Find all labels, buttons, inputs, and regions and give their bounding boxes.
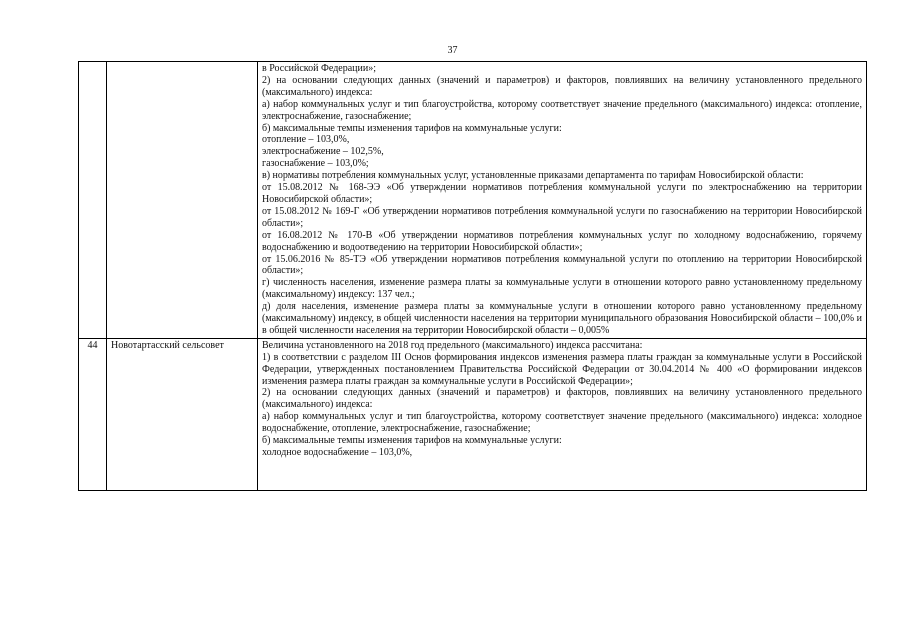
paragraph: г) численность населения, изменение размера платы за коммунальные услуги в отношении которого равно установленному предельному (максимальному) индексу: 137 чел.; bbox=[262, 277, 862, 301]
paragraph: а) набор коммунальных услуг и тип благоустройства, которому соответствует значение предельного (максимального) индекса: отопление, электроснабжение, газоснабжение; bbox=[262, 98, 862, 122]
paragraph: от 16.08.2012 № 170-В «Об утверждении нормативов потребления коммунальных услуг по холодному водоснабжению, горячему водоснабжению и водоотведению на территории Новосибирской области»; bbox=[262, 229, 862, 253]
paragraph: отопление – 103,0%, bbox=[262, 134, 350, 146]
paragraph: от 15.06.2016 № 85-ТЭ «Об утверждении нормативов потребления коммунальной услуги по отоплению на территории Новосибирской области»; bbox=[262, 253, 862, 277]
paragraph: холодное водоснабжение – 103,0%, bbox=[262, 447, 413, 458]
table-row bbox=[79, 338, 867, 490]
index-description-cell bbox=[258, 62, 867, 339]
row-number-cell: 44 bbox=[79, 338, 107, 490]
index-description-cell bbox=[258, 338, 867, 490]
paragraph: 2) на основании следующих данных (значений и параметров) и факторов, повлиявших на величину установленного предельного (максимального) индекса: bbox=[262, 387, 862, 411]
municipality-name-cell bbox=[107, 62, 258, 339]
paragraph: Величина установленного на 2018 год предельного (максимального) индекса рассчитана: bbox=[262, 339, 643, 351]
paragraph: 2) на основании следующих данных (значений и параметров) и факторов, повлиявших на величину установленного предельного (максимального) индекса: bbox=[262, 74, 862, 98]
paragraph: газоснабжение – 103,0%; bbox=[262, 158, 369, 170]
paragraph: а) набор коммунальных услуг и тип благоустройства, которому соответствует значение предельного (максимального) индекса: холодное водоснабжение, отопление, электроснабжение, газоснабжение; bbox=[262, 411, 862, 435]
table-row bbox=[79, 62, 867, 339]
row-number-cell bbox=[79, 62, 107, 339]
paragraph: от 15.08.2012 № 169-Г «Об утверждении нормативов потребления коммунальной услуги по газоснабжению на территории Новосибирской области»; bbox=[262, 205, 862, 229]
paragraph: электроснабжение – 102,5%, bbox=[262, 146, 384, 158]
document-table bbox=[78, 61, 867, 491]
paragraph: в) нормативы потребления коммунальных услуг, установленные приказами департамента по тарифам Новосибирской области: bbox=[262, 170, 804, 182]
paragraph: от 15.08.2012 № 168-ЭЭ «Об утверждении нормативов потребления коммунальной услуги по электроснабжению на территории Новосибирской области»; bbox=[262, 182, 862, 205]
page-number: 37 bbox=[447, 45, 458, 56]
municipality-name-cell: Новотартасский сельсовет bbox=[107, 338, 258, 490]
paragraph: б) максимальные темпы изменения тарифов на коммунальные услуги: bbox=[262, 122, 562, 134]
paragraph: д) доля населения, изменение размера платы за коммунальные услуги в отношении которого равно установленному предельному (максимальному) индексу, в общей численности населения на территории муниципального образования Новосибирской области – 100,0% и в общей численности населения на территории Новосибирской области – 0,005% bbox=[262, 301, 862, 336]
paragraph: 1) в соответствии с разделом III Основ формирования индексов изменения размера платы граждан за коммунальные услуги в Российской Федерации, утвержденных постановлением Правительства Российской Федерации от 30.04.2014 № 400 «О формировании индексов изменения размера платы граждан за коммунальные услуги в Российской Федерации»; bbox=[262, 351, 862, 387]
paragraph: б) максимальные темпы изменения тарифов на коммунальные услуги: bbox=[262, 435, 562, 447]
paragraph: в Российской Федерации»; bbox=[262, 63, 377, 74]
